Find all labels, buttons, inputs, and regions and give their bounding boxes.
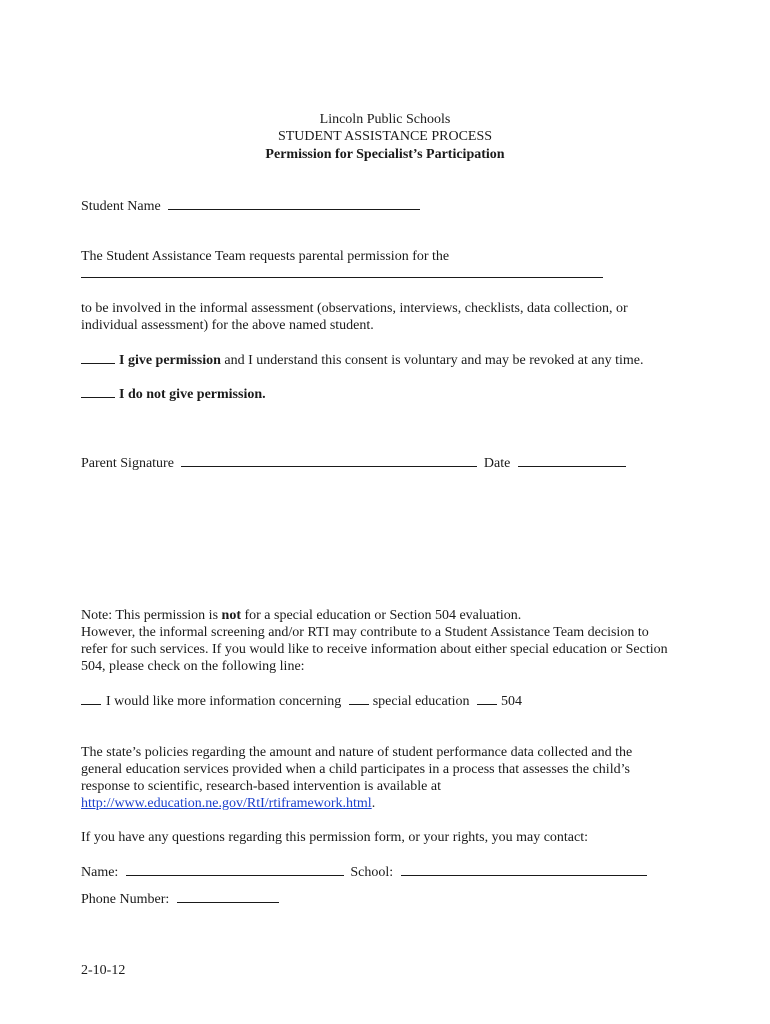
contact-phone-field[interactable] (177, 890, 279, 903)
note-line2: However, the informal screening and/or RTI may contribute to a Student Assistance Team decision to (81, 625, 649, 640)
contact-school-field[interactable] (401, 863, 647, 876)
note-prefix: Note: This permission is (81, 608, 222, 623)
contact-name-field[interactable] (126, 863, 344, 876)
request-text: The Student Assistance Team requests parental permission for the (81, 249, 450, 264)
contact-name-label: Name: (81, 865, 119, 880)
form-title: Permission for Specialist’s Participation (265, 147, 505, 162)
date-label: Date (483, 456, 511, 471)
deny-permission-row (81, 385, 266, 403)
note-suffix: for a special education or Section 504 evaluation. (240, 608, 522, 623)
policy-link-row (81, 795, 375, 812)
give-permission-text: and I understand this consent is voluntary and may be revoked at any time. (220, 353, 644, 368)
more-info-checkline[interactable] (81, 692, 101, 705)
note-line4: 504, please check on the following line: (81, 659, 305, 674)
assessment-text-line1: to be involved in the informal assessment (observations, interviews, checklists, data collection, or (81, 301, 628, 316)
section-504-label: 504 (501, 694, 523, 709)
section-504-checkline[interactable] (477, 692, 497, 705)
deny-permission-checkline[interactable] (81, 385, 115, 398)
contact-intro: If you have any questions regarding this permission form, or your rights, you may contact: (81, 830, 589, 845)
policy-link-suffix: . (371, 796, 376, 811)
contact-school-label: School: (350, 865, 394, 880)
note-line1 (81, 607, 521, 624)
contact-phone-label: Phone Number: (81, 892, 170, 907)
parent-signature-field[interactable] (181, 454, 477, 467)
signature-row (81, 454, 626, 472)
specialist-name-field[interactable] (81, 277, 603, 278)
student-name-field[interactable] (168, 197, 420, 210)
policy-line2: general education services provided when a child participates in a process that assesses the child’s (81, 762, 630, 777)
give-permission-label: I give permission (119, 353, 221, 368)
process-title: STUDENT ASSISTANCE PROCESS (277, 129, 493, 144)
give-permission-checkline[interactable] (81, 351, 115, 364)
contact-phone-row (81, 890, 279, 908)
student-name-label: Student Name (81, 199, 161, 214)
info-request-row (81, 692, 522, 710)
deny-permission-label: I do not give permission. (119, 387, 266, 402)
contact-name-row (81, 863, 647, 881)
give-permission-row (81, 351, 644, 369)
student-name-row (81, 197, 420, 215)
rti-framework-link[interactable]: http://www.education.ne.gov/RtI/rtiframework.html (81, 796, 372, 811)
policy-line3: response to scientific, research-based intervention is available at (81, 779, 441, 794)
parent-signature-label: Parent Signature (81, 456, 174, 471)
note-line3: refer for such services. If you would like to receive information about either special education or Section (81, 642, 668, 657)
district-name: Lincoln Public Schools (319, 112, 451, 127)
special-education-label: special education (372, 694, 470, 709)
assessment-text-line2: individual assessment) for the above named student. (81, 318, 374, 333)
note-emphasis: not (221, 608, 241, 623)
footer-date: 2-10-12 (81, 963, 126, 978)
special-education-checkline[interactable] (349, 692, 369, 705)
more-info-label: I would like more information concerning (106, 694, 342, 709)
date-field[interactable] (518, 454, 626, 467)
policy-line1: The state’s policies regarding the amount and nature of student performance data collected and the (81, 745, 633, 760)
